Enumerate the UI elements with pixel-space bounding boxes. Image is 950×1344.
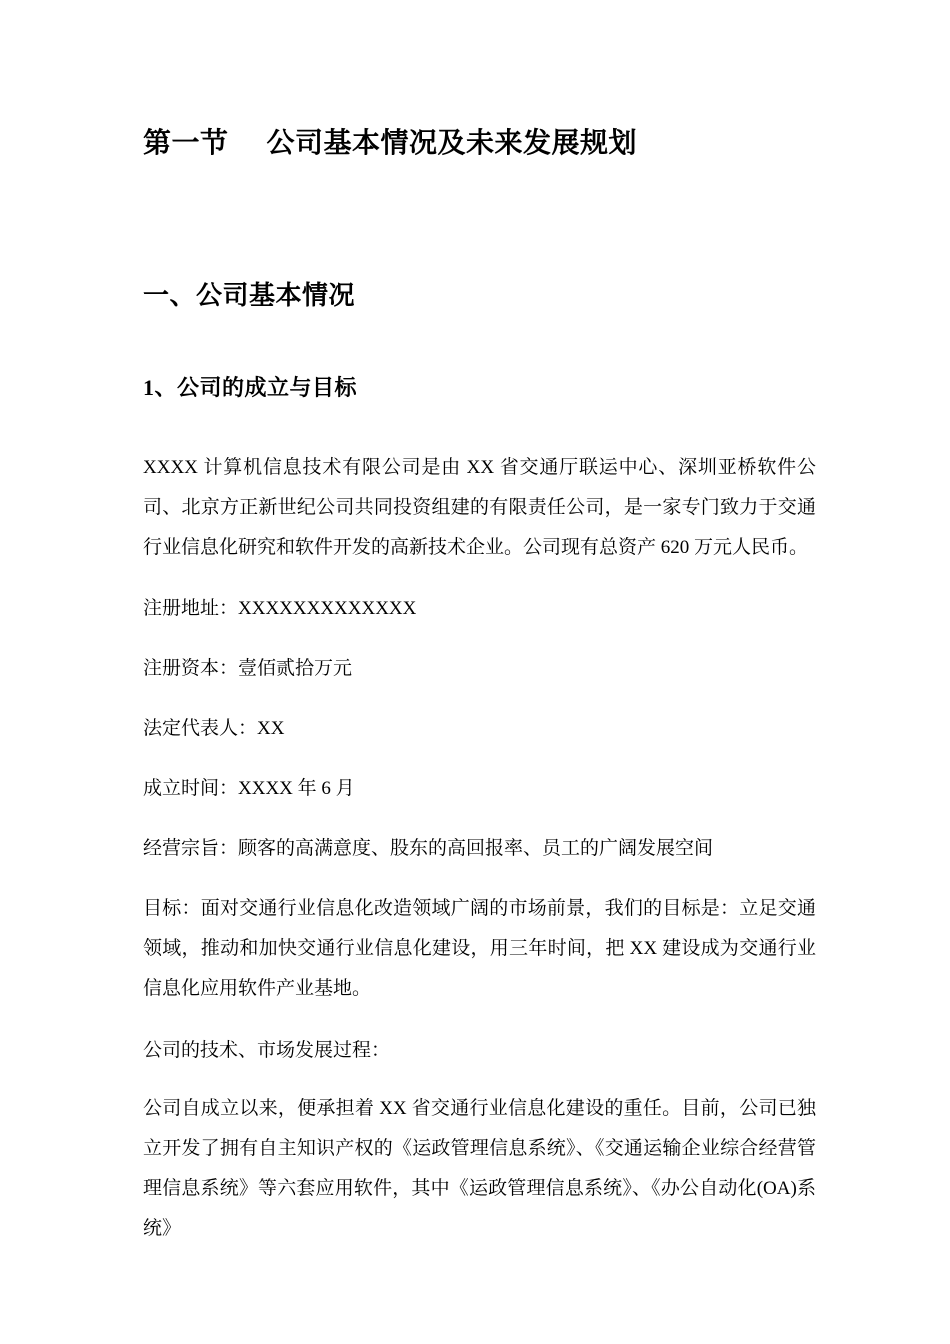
paragraph-development-detail: 公司自成立以来，便承担着 XX 省交通行业信息化建设的重任。目前，公司已独立开发了拥有自主知识产权的《运政管理信息系统》、《交通运输企业综合经营管理信息系统》等六套应用软件，其中《运政管理信息系统》、《办公自动化(OA)系统》 (143, 1098, 816, 1239)
paragraph-goal: 目标：面对交通行业信息化改造领域广阔的市场前景，我们的目标是：立足交通领域，推动和加快交通行业信息化建设，用三年时间，把 XX 建设成为交通行业信息化应用软件产业基地。 (143, 898, 816, 999)
section-title (143, 126, 816, 162)
section-title-text: 公司基本情况及未来发展规划 (266, 128, 638, 159)
section-title-number: 第一节 (143, 128, 229, 159)
line-development-intro: 公司的技术、市场发展过程： (143, 1040, 391, 1061)
paragraph-company-intro: XXXX 计算机信息技术有限公司是由 XX 省交通厅联运中心、深圳亚桥软件公司、北京方正新世纪公司共同投资组建的有限责任公司，是一家专门致力于交通行业信息化研究和软件开发的高新技术企业。公司现有总资产 620 万元人民币。 (143, 457, 816, 558)
line-registered-capital: 注册资本：壹佰贰拾万元 (143, 658, 353, 679)
line-registered-address: 注册地址：XXXXXXXXXXXXX (143, 598, 417, 619)
heading-founding-goal: 1、公司的成立与目标 (143, 375, 358, 400)
heading-company-basics: 一、公司基本情况 (143, 281, 356, 310)
line-founding-date: 成立时间：XXXX 年 6 月 (143, 778, 355, 799)
line-business-philosophy: 经营宗旨：顾客的高满意度、股东的高回报率、员工的广阔发展空间 (143, 838, 714, 859)
line-legal-representative: 法定代表人：XX (143, 718, 285, 739)
